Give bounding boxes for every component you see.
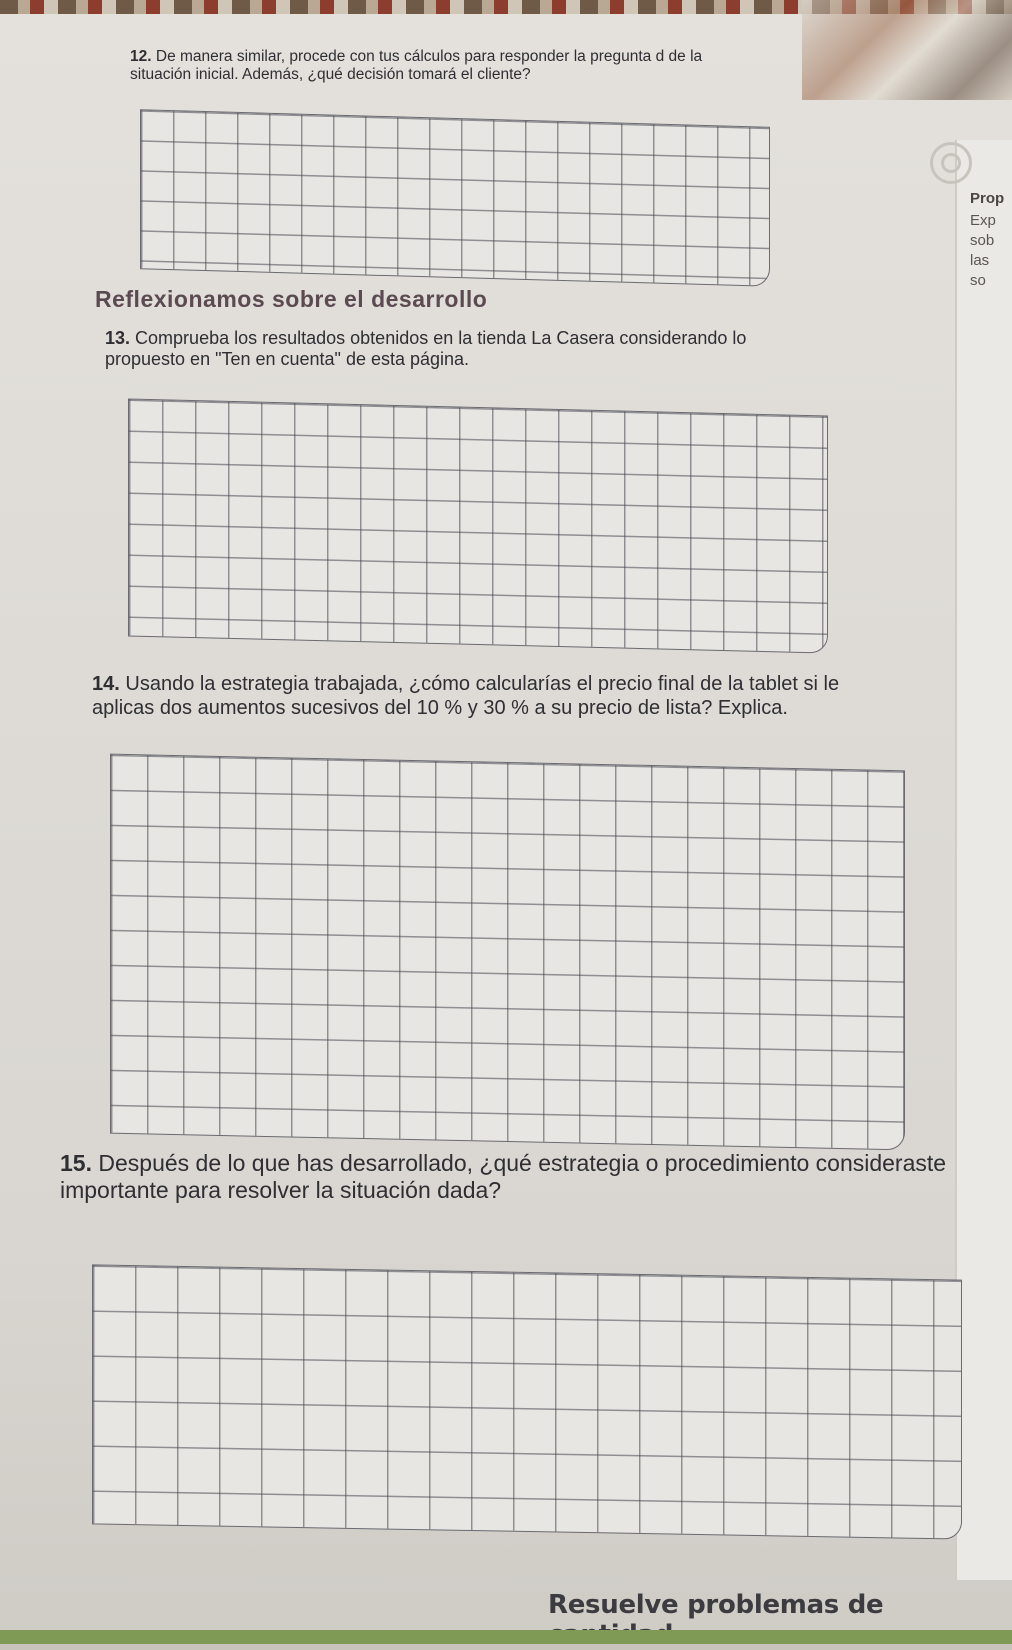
question-number: 15. bbox=[60, 1150, 92, 1176]
question-number: 12. bbox=[130, 48, 152, 65]
answer-grid-14[interactable] bbox=[110, 754, 905, 1151]
section-title: Reflexionamos sobre el desarrollo bbox=[95, 286, 488, 312]
bottom-decoration bbox=[0, 1630, 1012, 1644]
question-text: Usando la estrategia trabajada, ¿cómo calcularías el precio final de la tablet si le aplicas dos aumentos sucesivos del 10 % y 30 % a su precio de lista? Explica. bbox=[92, 673, 840, 719]
side-panel bbox=[955, 140, 1012, 1580]
corner-illustration bbox=[802, 0, 1012, 100]
answer-grid-13[interactable] bbox=[128, 398, 828, 653]
question-text: Después de lo que has desarrollado, ¿qué estrategia o procedimiento consideraste importante para resolver la situación dada? bbox=[60, 1150, 947, 1204]
sidebar-line: so bbox=[970, 272, 986, 289]
question-13 bbox=[105, 328, 795, 370]
sidebar-line: sob bbox=[970, 232, 995, 249]
swirl-icon bbox=[930, 142, 972, 184]
question-14 bbox=[92, 673, 882, 720]
sidebar-line: las bbox=[970, 252, 990, 269]
question-12 bbox=[130, 48, 755, 85]
question-text: Comprueba los resultados obtenidos en la tienda La Casera considerando lo propuesto en "Ten en cuenta" de esta página. bbox=[105, 328, 747, 370]
answer-grid-12[interactable] bbox=[140, 109, 770, 287]
footer-title: Resuelve problemas de bbox=[548, 1590, 884, 1620]
question-number: 14. bbox=[92, 673, 120, 695]
sidebar-line: Exp bbox=[970, 212, 996, 229]
sidebar-heading: Prop bbox=[970, 190, 1005, 207]
question-number: 13. bbox=[105, 328, 131, 348]
question-text: De manera similar, procede con tus cálculos para responder la pregunta d de la situación inicial. Además, ¿qué decisión tomará el cliente? bbox=[130, 48, 703, 84]
answer-grid-15[interactable] bbox=[92, 1264, 962, 1539]
question-15 bbox=[60, 1150, 965, 1204]
